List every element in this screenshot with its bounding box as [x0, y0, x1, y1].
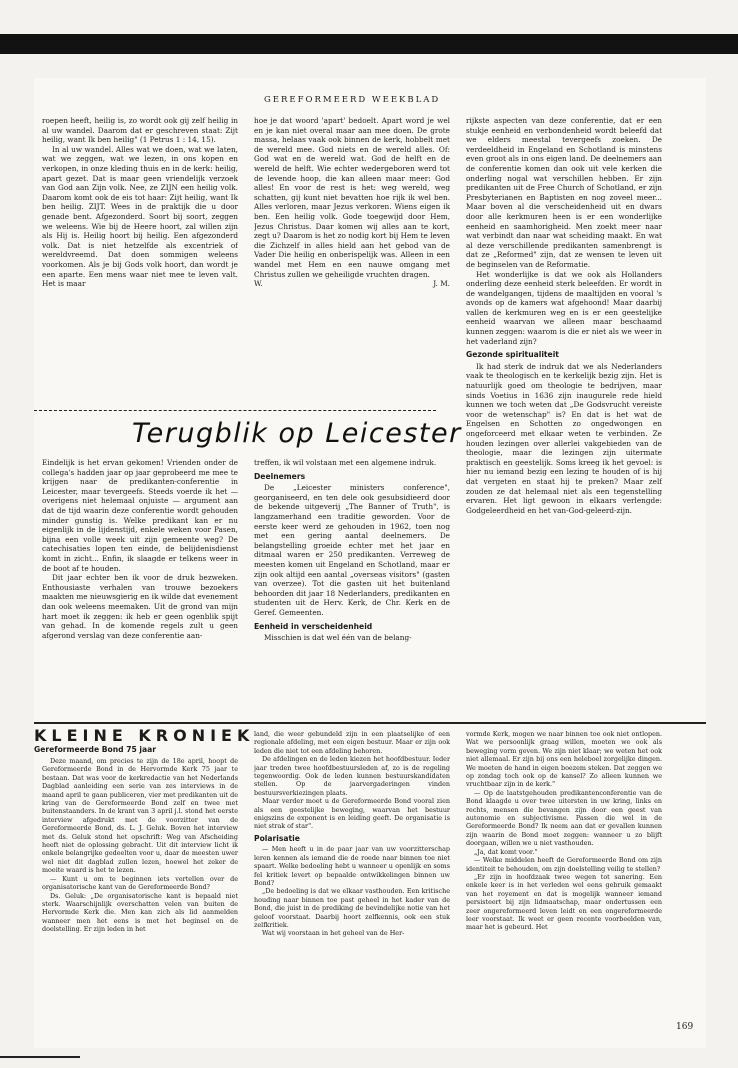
article-column-1: [42, 458, 238, 716]
paragraph: Ik had sterk de indruk dat we als Nederlanders vaak te theologisch en te kerkelijk bezig zijn. Het is natuurlijk goed om theologie te bedrijven, maar sinds Voetius in 1636 zijn inaugurele rede hield kunnen we toch weten dat „De Godsvrucht vereiste voor de wetenschap" is? En dat is het wat de Engelsen en Schotten zo ongedwongen en ongeforceerd met elkaar weten te verbinden. Ze houden lezingen over allerlei vakgebieden van de theologie, maar die lezingen zijn uitermate praktisch en geestelijk. Soms kreeg ik het gevoel: is hier nu iemand bezig een lezing te houden of is hij dat vergeten en staat hij te preken? Maar zelf zouden ze dat helemaal niet als een tegenstelling ervaren. Het ligt gewoon in elkaars verlengde: Godgeleerdheid en het van-God-geleerd-zijn.: [466, 361, 662, 515]
author-initials: J. M.: [433, 279, 450, 289]
paragraph: Het wonderlijke is dat we ook als Hollanders onderling deze eenheid sterk beleefden. Er wordt in de wandelgangen, tijdens de maaltijden en vooral 's avonds op de kamers wat afgehoond! Maar daarbij vallen de kerkmuren weg en is er een geestelijke eenheid waarvan we alleen maar beschaamd kunnen zeggen: waarom is die er niet als we weer in het vaderland zijn?: [466, 269, 662, 346]
paragraph: — Op de laatstgehouden predikantenconferentie van de Bond klaagde u over twee uitersten in uw kring, links en rechts, mensen die bevangen zijn door een geest van autonomie en subjectivisme. Passen die wel in de Gereformeerde Bond? Ik neem aan dat er gevallen kunnen zijn waarin de Bond moet zeggen: wanneer u zo blijft doorgaan, willen we u niet vasthouden.: [466, 788, 662, 848]
section-heading: Gezonde spiritualiteit: [466, 350, 559, 360]
paragraph: Ds. Geluk: „De organisatorische kant is bepaald niet sterk. Waarschijnlijk overschatten velen van buiten de Hervormde Kerk die. Men kan zich als lid aanmelden wanneer men het eens is met het beginsel en de doelstelling. Er zijn leden in het: [42, 891, 238, 934]
kroniek-column-1: [42, 757, 238, 1012]
scan-edge-mark: [0, 1056, 80, 1058]
paragraph: land, die weer gebundeld zijn in een plaatselijke of een regionale afdeling, met een eigen bestuur. Maar er zijn ook leden die niet tot een afdeling behoren.: [254, 730, 450, 755]
paragraph: rijkste aspecten van deze conferentie, dat er een stukje eenheid en verbondenheid wordt beleefd dat we elders meestal tevergeefs zoeken. De verdeeldheid in Engeland en Schotland is minstens even groot als in ons eigen land. De deelnemers aan de conferentie komen dan ook uit vele kerken die onderling nogal wat verschillen hebben. Er zijn predikanten uit de Free Church of Schotland, er zijn Presbyterianen en Baptisten en nog zoveel meer... Maar boven al die verscheidenheid uit en dwars door alle kerkmuren heen is er een wonderlijke eenheid en saamhorigheid. Men zoekt meer naar wat verbindt dan naar wat scheiding maakt. En wat al deze verschillende predikanten samenbrengt is dat ze „Reformed" zijn, dat ze wensen te leven uit de beginselen van de Reformatie.: [466, 116, 662, 269]
section-heading: Deelnemers: [254, 471, 306, 481]
paragraph: Dit jaar echter ben ik voor de druk bezweken. Enthousiaste verhalen van trouwe bezoekers maakten me nieuwsgierig en ik wilde dat evenement dan ook weleens meemaken. Uit de grond van mijn hart moet ik zeggen: ik heb er geen ogenblik spijt van gehad. In de komende regels zult u geen afgerond verslag van deze conferentie aan-: [42, 573, 238, 640]
paragraph: „De bedoeling is dat we elkaar vasthouden. Een kritische houding naar binnen toe past geheel in het kader van de Bond, die juist in de prediking de bevindelijke notie van het geloof voorstaat. Daarbij hoort zelfkennis, ook een stuk zelfkritiek.: [254, 887, 450, 929]
page-number: 169: [676, 1022, 694, 1032]
article-headline: Terugblik op Leicester: [132, 418, 462, 449]
paragraph: — Kunt u om te beginnen iets vertellen over de organisatorische kant van de Gereformeerde Bond?: [42, 874, 238, 892]
paragraph: Deze maand, om precies te zijn de 18e april, hoopt de Gereformeerde Bond in de Hervormde Kerk 75 jaar te bestaan. Dat was voor de kerkredactie van het Nederlands Dagblad aanleiding een serie van zes interviews in de maand april te gaan publiceren, vier met predikanten uit de kring van de Gereformeerde Bond zelf en twee met buitenstaanders. In de krant van 3 april j.l. stond het eerste interview afgedrukt met de voorzitter van de Gereformeerde Bond, ds. L. J. Geluk. Boven het interview met ds. Geluk stond het opschrift: Weg van Afscheiding heeft niet de oplossing gebracht. Uit dit interview licht ik enkele belangrijke gedeelten voor u, daar de meesten uwer wel niet dit dagblad zullen lezen, hoewel het zeker de moeite waard is het te lezen.: [42, 757, 238, 875]
top-column-2: [254, 116, 450, 398]
right-column: [466, 116, 662, 716]
signature-line: [254, 279, 450, 289]
paragraph: „Er zijn in hoofdzaak twee wegen tot sanering. Een enkele keer is in het verleden wel eens gebruik gemaakt van het royement en dat is mogelijk wanneer iemand persisteert bij zijn lidmaatschap, maar ondertussen een zeer ongereformeerd leven leidt en een ongereformeerde leer voorstaat. Ik weet er geen recente voorbeelden van, maar het is gebeurd. Het: [466, 872, 662, 932]
section-heading: Polarisatie: [254, 833, 300, 843]
paragraph: — Men heeft u in de paar jaar van uw voorzitterschap leren kennen als iemand die de roede naar binnen toe niet spaart. Welke bedoeling hebt u wanneer u openlijk en soms fel kritiek levert op bepaalde ontwikkelingen binnen uw Bond?: [254, 845, 450, 887]
paragraph: In al uw wandel. Alles wat we doen, wat we laten, wat we zeggen, wat we lezen, in ons kopen en verkopen, in onze kleding thuis en in de kerk: heilig, apart gezet. Dat is maar geen vriendelijk verzoek van God aan Zijn volk. Nee, ze ZIJN een heilig volk. Daarom komt ook de eis tot haar: Zijt heilig, want Ik ben heilig. ZIJT. Wees in de praktijk die u door genade bent. Afgezonderd. Soort bij soort, zeggen we weleens. Wie bij de Heere hoort, zal willen zijn als Hij is. Heilig hoort bij heilig. Een afgezonderd volk. Dat is niet hetzelfde als excentriek of wereldvreemd. Dat doen sommigen weleens voorkomen. Als je bij Gods volk hoort, dan wordt je een aparte. Een mens waar niet mee te leven valt. Het is maar: [42, 144, 238, 289]
scan-top-band: [0, 34, 738, 54]
paragraph: roepen heeft, heilig is, zo wordt ook gij zelf heilig in al uw wandel. Daarom dat er geschreven staat: Zijt heilig, want Ik ben heilig" (1 Petrus 1 : 14, 15).: [42, 116, 238, 145]
section-subtitle: Gereformeerde Bond 75 jaar: [34, 745, 157, 754]
article-column-2: [254, 458, 450, 716]
paragraph: Maar verder moet u de Gereformeerde Bond vooral zien als een geestelijke beweging, waarvan het bestuur enigszins de exponent is en leiding geeft. De organisatie is niet strak of star".: [254, 797, 450, 831]
paragraph: hoe je dat woord 'apart' bedoelt. Apart word je wel en je kan niet overal maar aan mee doen. De grote massa, helaas vaak ook binnen de kerk, hobbelt met de wereld mee. God niets en de wereld alles. Of: God wat en de wereld wat. God de helft en de wereld de helft. Wie echter wedergeboren werd tot de levende hoop, die kan alleen maar meer: God alles! En voor de rest is het: weg wereld, weg schatten, gij kunt niet bevatten hoe rijk ik wel ben. Alles verloren, maar Jezus verkoren. Wiens eigen ik ben. Een heilig volk. Gode toegewijd door Hem, Jezus Christus. Daar komen wij alles aan te kort, zegt u? Daarom is het zo nodig kort bij Hem te leven die Zichzelf in alles hield aan het gebod van de Vader Die heilig en onberispelijk was. Alleen in een wandel met Hem en een nauwe omgang met Christus zullen we geheiligde vruchten dragen.: [254, 116, 450, 279]
paragraph: vormde Kerk, mogen we naar binnen toe ook niet ontlopen. Wat we persoonlijk graag willen, moeten we ook als beweging vorm geven. We zijn niet klaar; we weten het ook niet allemaal. Er zijn bij ons een heleboel zorgelijke dingen. We moeten de hand in eigen boezem steken. Dat zeggen we op zondag toch ook op de kansel? Zo alleen kunnen we vruchtbaar zijn in de kerk.": [466, 730, 662, 789]
dashed-separator: [34, 410, 436, 411]
running-header: GEREFORMEERD WEEKBLAD: [264, 95, 441, 105]
paragraph: treffen, ik wil volstaan met een algemene indruk.: [254, 458, 437, 467]
kroniek-column-3: [466, 730, 662, 1012]
section-heading: Eenheid in verscheidenheid: [254, 621, 373, 631]
signature-initial: W.: [254, 279, 263, 289]
top-column-1: [42, 116, 238, 364]
paragraph: „Ja, dat komt voor.": [474, 847, 538, 856]
paragraph: De „Leicester ministers conference", georganiseerd, en ten dele ook gesubsidieerd door de bekende uitgeverij „The Banner of Truth", is langzamerhand een traditie geworden. Voor de eerste keer werd ze gehouden in 1962, toen nog met een gering aantal deelnemers. De belangstelling groeide echter met het jaar en ditmaal waren er 250 predikanten. Verreweg de meesten komen uit Engeland en Schotland, maar er zijn ook altijd een aantal „overseas visitors" (gasten van overzee). Tot die gasten uit het buitenland behoorden dit jaar 18 Nederlanders, predikanten en studenten uit de Herv. Kerk, de Chr. Kerk en de Geref. Gemeenten.: [254, 483, 450, 617]
paragraph: Misschien is dat wel één van de belang-: [264, 633, 412, 643]
paragraph: — Welke middelen heeft de Gereformeerde Bond om zijn identiteit te behouden, om zijn doelstelling veilig te stellen?: [466, 856, 662, 873]
paragraph: De afdelingen en de leden kiezen het hoofdbestuur. Ieder jaar treden twee hoofdbestuursleden af, zo is de regeling tegenwoordig. Ook de leden kunnen bestuurskandidaten stellen. Op de jaarvergaderingen vinden bestuursverkiezingen plaats.: [254, 755, 450, 797]
paragraph: Wat wij voorstaan in het geheel van de Her-: [262, 929, 405, 938]
section-title: KLEINE KRONIEK: [34, 726, 255, 745]
kroniek-column-2: [254, 730, 450, 1012]
section-rule: [34, 722, 706, 724]
paragraph: Eindelijk is het ervan gekomen! Vrienden onder de collega's hadden jaar op jaar geprobeerd me mee te krijgen naar de predikanten-conferentie in Leicester, maar tevergeefs. Steeds voerde ik het — overigens niet helemaal onjuiste — argument aan dat de tijd waarin deze conferentie wordt gehouden minder gunstig is. Welke predikant kan er nu eigenlijk in de lijdenstijd, enkele weken voor Pasen, bijna een volle week uit zijn gemeente weg? De catechisaties lopen ten einde, de belijdenisdienst komt in zicht... Enfin, ik slaagde er telkens weer in de boot af te houden.: [42, 458, 238, 573]
